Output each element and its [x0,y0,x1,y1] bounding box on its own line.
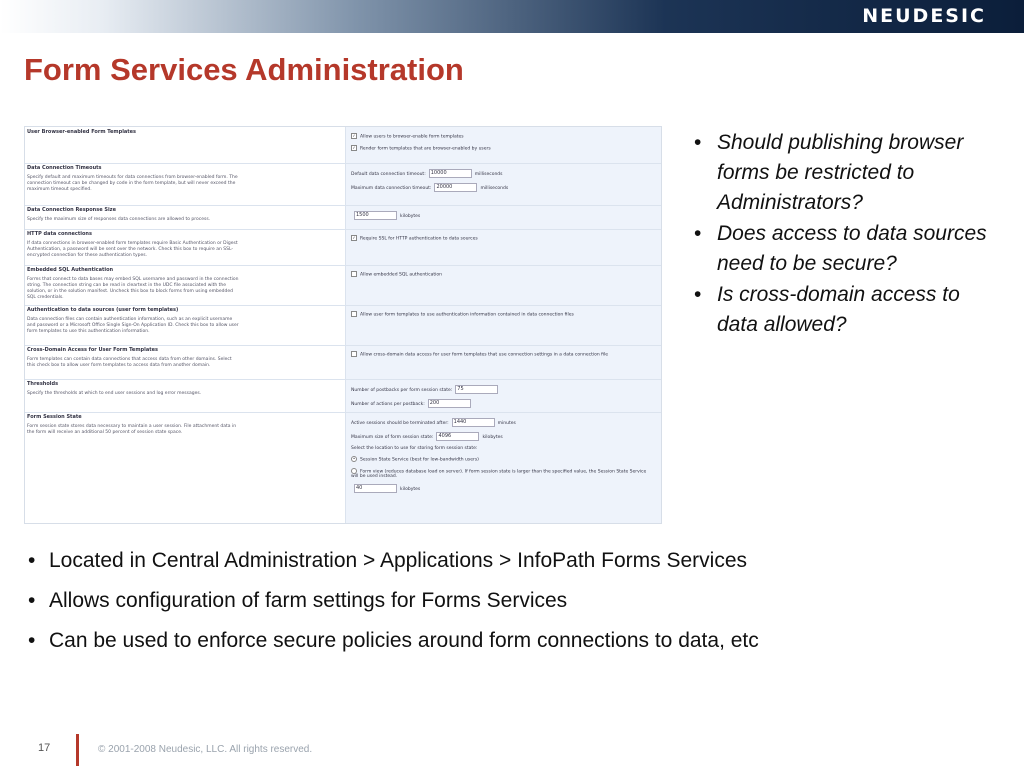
unit-label: kilobytes [400,487,421,492]
neudesic-logo: NEUDESIC [862,5,986,27]
section-title: Cross-Domain Access for User Form Templates [27,347,158,353]
section-help-text: Specify the maximum size of responses data connections are allowed to process. [27,217,211,222]
questions-list [694,128,994,341]
field-label: Maximum data connection timeout: [351,186,432,191]
option-label: Require SSL for HTTP authentication to data sources [360,236,478,242]
section-description [27,307,239,335]
section-help-text: Specify the thresholds at which to end user sessions and log error messages. [27,391,202,396]
slide-number: 17 [38,742,51,754]
option-label: Allow cross-domain data access for user form templates that use connection settings in a data connection file [360,352,608,358]
instruction-text: Select the location to use for storing form session state: [351,446,478,451]
settings-section [25,305,661,346]
bullet-icon: • [28,549,36,572]
number-input[interactable]: 10000 [429,169,472,178]
question-item [694,128,994,218]
option-label: Allow users to browser-enable form templates [360,134,464,140]
unit-label: kilobytes [400,214,421,219]
unit-label: kilobytes [482,435,503,440]
header-bar [0,0,1024,33]
number-input[interactable]: 200 [428,399,471,408]
section-help-text: Forms that connect to data bases may embed SQL username and password in the connection string. The connection string can be read in cleartext in the UDC file associated with the solution, or in the solution manifest. Uncheck this box to block forms from using embedded SQL credentials. [27,277,239,300]
setting-row [351,385,651,394]
setting-row [351,351,651,358]
settings-section [25,205,661,230]
number-input[interactable]: 1500 [354,211,397,220]
section-title: Thresholds [27,381,59,387]
settings-section [25,163,661,206]
field-label: Active sessions should be terminated after: [351,421,449,426]
section-title: HTTP data connections [27,231,92,237]
setting-row [351,145,651,152]
setting-row [351,446,651,451]
question-item [694,280,994,340]
setting-row [351,211,651,220]
option-label: Allow embedded SQL authentication [360,272,443,278]
setting-row [351,271,651,278]
section-description [27,347,239,369]
unit-label: minutes [497,421,516,426]
settings-section [25,379,661,413]
setting-row [351,399,651,408]
section-description [27,165,239,193]
section-help-text: Data connection files can contain authentication information, such as an explicit username and password or a Microsoft Office Single Sign-On Application ID. Check this box to allow user form templates to use this authentication information. [27,317,239,334]
question-item [694,219,994,279]
question-text: Is cross-domain access to data allowed? [717,283,960,336]
section-help-text: Specify default and maximum timeouts for data connections from browser-enabled form. The connection timeout can be changed by code in the form template, but will never exceed the maximum timeout specified. [27,175,238,192]
bullet-icon: • [694,283,702,306]
field-label: Number of actions per postback: [351,402,425,407]
section-controls [351,235,651,247]
number-input[interactable]: 20000 [434,183,477,192]
section-controls [351,271,651,283]
setting-row [351,235,651,242]
section-controls [351,385,651,413]
section-description [27,129,239,135]
settings-section [25,412,661,524]
setting-row [351,169,651,178]
section-title: Embedded SQL Authentication [27,267,114,273]
forms-services-settings-screenshot [24,126,662,524]
setting-row [351,468,651,480]
copyright-text: © 2001-2008 Neudesic, LLC. All rights reserved. [98,744,313,755]
setting-row [351,432,651,441]
settings-section [25,265,661,306]
bullet-icon: • [28,629,36,652]
section-controls [351,418,651,498]
checkbox[interactable] [351,271,357,277]
section-description [27,414,239,436]
checkbox[interactable]: ✓ [352,133,356,138]
unit-label: milliseconds [474,172,503,177]
section-controls [351,311,651,323]
option-label: Session State Service (best for low-bandwidth users) [360,457,479,463]
checkbox[interactable]: ✓ [352,235,356,240]
radio-button[interactable]: • [352,456,356,461]
points-list [28,546,1008,666]
radio-button[interactable] [351,468,357,474]
section-title: Data Connection Response Size [27,207,116,213]
number-input[interactable]: 4096 [436,432,479,441]
number-input[interactable]: 75 [455,385,498,394]
setting-row [351,183,651,192]
setting-row [351,456,651,463]
checkbox[interactable] [351,351,357,357]
section-title: User Browser-enabled Form Templates [27,129,137,135]
field-label: Maximum size of form session state: [351,435,434,440]
point-item [28,626,1008,656]
section-title: Form Session State [27,414,82,420]
bullet-icon: • [694,222,702,245]
section-description [27,207,239,223]
section-controls [351,169,651,197]
section-help-text: Form session state stores data necessary to maintain a user session. File attachment data in the form will receive an additional 50 percent of session state space. [27,424,237,435]
section-title: Data Connection Timeouts [27,165,102,171]
point-item [28,586,1008,616]
option-label: Allow user form templates to use authentication information contained in data connection files [360,312,574,318]
settings-section [25,127,661,164]
footer-divider [76,734,79,766]
setting-row [351,311,651,318]
checkbox[interactable] [351,311,357,317]
point-text: Allows configuration of farm settings for Forms Services [49,589,568,612]
section-help-text: If data connections in browser-enabled form templates require Basic Authentication or Digest Authentication, a password will be sent over the network. Check this box to require an SSL-encrypted connection for these authentication types. [27,241,238,258]
section-controls [351,351,651,363]
section-description [27,267,239,301]
slide-title: Form Services Administration [24,52,464,87]
option-label: Render form templates that are browser-enabled by users [360,146,491,151]
section-help-text: Form templates can contain data connections that access data from other domains. Select this check box to allow user form templates to access data from another domain. [27,357,232,368]
section-controls [351,211,651,225]
checkbox[interactable]: ✓ [352,144,356,150]
setting-row [351,484,651,493]
field-label: Default data connection timeout: [351,172,426,177]
point-text: Located in Central Administration > Applications > InfoPath Forms Services [49,549,748,572]
setting-row [351,418,651,427]
number-input[interactable]: 40 [354,484,397,493]
field-label: Number of postbacks per form session state: [351,388,453,393]
option-label: Form view (reduces database load on server). If form session state is larger than the specified value, the Session State Service will be used instead. [351,469,647,479]
bullet-icon: • [28,589,36,612]
settings-section [25,229,661,266]
point-text: Can be used to enforce secure policies around form connections to data, etc [49,629,759,652]
question-text: Should publishing browser forms be restricted to Administrators? [717,131,964,214]
settings-section [25,345,661,380]
number-input[interactable]: 1440 [452,418,495,427]
bullet-icon: • [694,131,702,154]
point-item [28,546,1008,576]
section-controls [351,133,651,156]
unit-label: milliseconds [480,186,509,191]
section-description [27,231,239,259]
setting-row [351,133,651,140]
question-text: Does access to data sources need to be secure? [717,222,987,275]
section-title: Authentication to data sources (user form templates) [27,307,179,313]
section-description [27,381,239,397]
